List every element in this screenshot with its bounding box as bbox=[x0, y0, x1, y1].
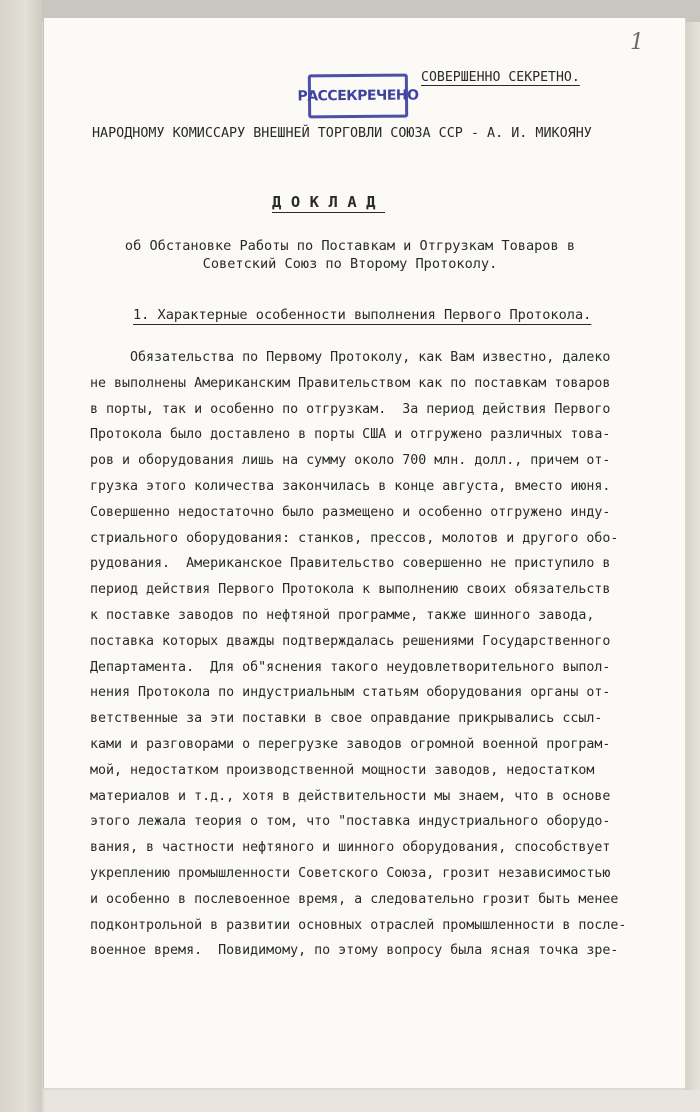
body-line: нения Протокола по индустриальным статьям оборудования органы от- bbox=[90, 685, 611, 701]
body-line: не выполнены Американским Правительством как по поставкам товаров bbox=[90, 375, 611, 391]
page-number: 1 bbox=[630, 30, 644, 55]
body-line: мой, недостатком производственной мощности заводов, недостатком bbox=[90, 762, 595, 778]
body-line: грузка этого количества закончилась в конце августа, вместо июня. bbox=[90, 478, 611, 494]
body-line: этого лежала теория о том, что "поставка индустриального оборудо- bbox=[90, 814, 611, 830]
body-line: в порты, так и особенно по отгрузкам. За период действия Первого bbox=[90, 401, 611, 417]
body-line: ветственные за эти поставки в свое оправдание прикрывались ссыл- bbox=[90, 711, 603, 727]
body-line: вания, в частности нефтяного и шинного оборудования, способствует bbox=[90, 840, 611, 856]
body-line: поставка которых дважды подтверждалась решениями Государственного bbox=[90, 633, 611, 649]
section-heading: 1. Характерные особенности выполнения Первого Протокола. bbox=[133, 307, 592, 323]
body-line: Департамента. Для об"яснения такого неудовлетворительного выпол- bbox=[90, 659, 611, 675]
addressee-line: НАРОДНОМУ КОМИССАРУ ВНЕШНЕЙ ТОРГОВЛИ СОЮЗА ССР - А. И. МИКОЯНУ bbox=[92, 126, 592, 141]
body-line: Протокола было доставлено в порты США и отгружено различных това- bbox=[90, 427, 611, 443]
classification-label: СОВЕРШЕННО СЕКРЕТНО. bbox=[421, 70, 580, 85]
body-text bbox=[90, 345, 650, 964]
body-line: укреплению промышленности Советского Союза, грозит независимостью bbox=[90, 865, 611, 881]
body-line: Совершенно недостаточно было размещено и особенно отгружено инду- bbox=[90, 504, 611, 520]
body-line: стриального оборудования: станков, прессов, молотов и другого обо- bbox=[90, 530, 619, 546]
body-line: период действия Первого Протокола к выполнению своих обязательств bbox=[90, 582, 611, 598]
declassified-stamp bbox=[297, 74, 419, 119]
body-line: и особенно в послевоенное время, а следовательно грозит быть менее bbox=[90, 891, 619, 907]
body-line: подконтрольной в развитии основных отраслей промышленности в после- bbox=[90, 917, 627, 933]
body-line: материалов и т.д., хотя в действительности мы знаем, что в основе bbox=[90, 788, 611, 804]
document-title: ДОКЛАД bbox=[272, 193, 385, 211]
subtitle-line-1: об Обстановке Работы по Поставкам и Отгрузкам Товаров в bbox=[124, 238, 576, 254]
body-line: военное время. Повидимому, по этому вопросу была ясная точка зре- bbox=[90, 943, 619, 959]
body-line: Обязательства по Первому Протоколу, как Вам известно, далеко bbox=[90, 350, 611, 365]
body-line: рудования. Американское Правительство совершенно не приступило в bbox=[90, 556, 611, 572]
body-line: ров и оборудования лишь на сумму около 700 млн. долл., причем от- bbox=[90, 453, 611, 469]
body-line: к поставке заводов по нефтяной программе, также шинного завода, bbox=[90, 607, 595, 623]
body-line: ками и разговорами о перегрузке заводов огромной военной програм- bbox=[90, 736, 611, 752]
scan-bottom-edge bbox=[44, 1090, 700, 1112]
stamp-text: РАССЕКРЕЧЕНО bbox=[297, 87, 419, 105]
subtitle-line-2: Советский Союз по Второму Протоколу. bbox=[202, 256, 498, 272]
binding-edge bbox=[0, 0, 42, 1112]
scan-right-edge bbox=[684, 22, 700, 1112]
